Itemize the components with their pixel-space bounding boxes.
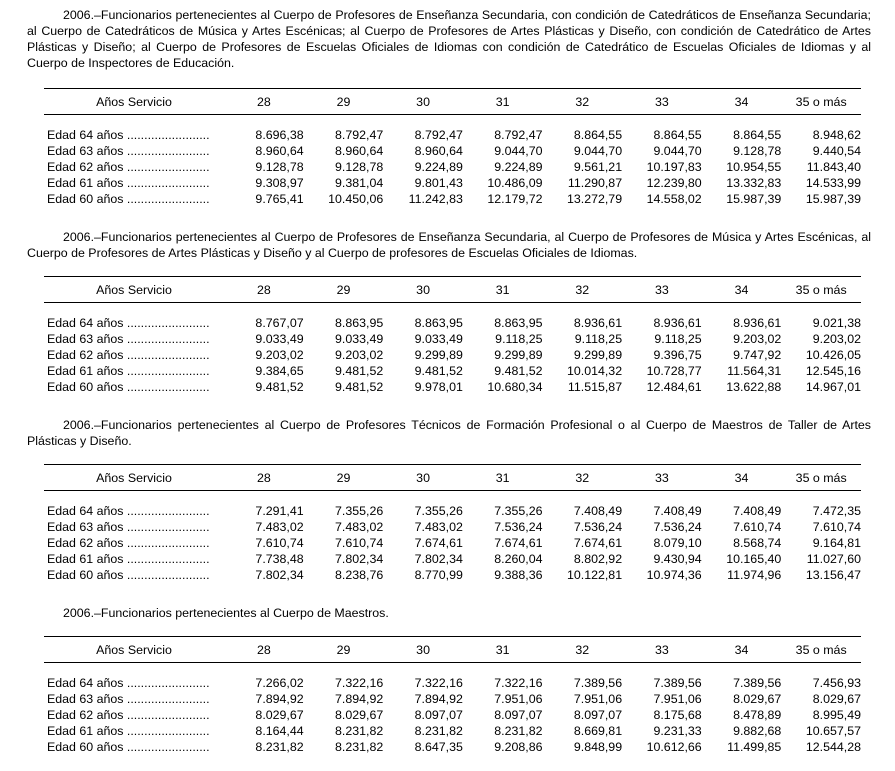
column-header: 35 o más xyxy=(781,637,861,663)
table-cell: 9.388,36 xyxy=(494,568,543,582)
table-cell: 9.848,99 xyxy=(573,740,623,754)
table-cell: 8.029,67 xyxy=(335,708,384,722)
row-label: Edad 60 años ........................ xyxy=(47,192,210,206)
column-header: 32 xyxy=(542,277,622,303)
table-cell: 9.203,02 xyxy=(812,332,861,346)
column-header: 28 xyxy=(224,277,304,303)
table-cell: 7.322,16 xyxy=(414,676,463,690)
table-cell: 7.951,06 xyxy=(494,692,543,706)
table-spacer-row xyxy=(44,115,861,128)
table-spacer-row xyxy=(44,491,861,504)
table-cell: 7.291,41 xyxy=(255,504,304,518)
column-header: 31 xyxy=(463,465,543,491)
table-row xyxy=(44,347,861,363)
table-cell: 7.408,49 xyxy=(573,504,623,518)
salary-table xyxy=(44,636,861,755)
column-header: 35 o más xyxy=(781,89,861,115)
table-cell: 9.308,97 xyxy=(255,176,304,190)
row-label: Edad 61 años ........................ xyxy=(47,364,210,378)
table-cell: 8.960,64 xyxy=(335,144,384,158)
table-cell: 7.389,56 xyxy=(653,676,702,690)
table-cell: 7.483,02 xyxy=(335,520,384,534)
table-cell: 7.802,34 xyxy=(335,552,384,566)
table-cell: 9.203,02 xyxy=(255,348,304,362)
table-cell: 7.674,61 xyxy=(494,536,543,550)
table-cell: 9.203,02 xyxy=(733,332,782,346)
table-cell: 9.561,21 xyxy=(573,160,623,174)
table-cell: 8.864,55 xyxy=(733,128,782,142)
table-cell: 8.231,82 xyxy=(414,724,463,738)
table-cell: 7.536,24 xyxy=(653,520,702,534)
table-cell: 8.960,64 xyxy=(414,144,463,158)
column-header: 28 xyxy=(224,465,304,491)
table-cell: 12.545,16 xyxy=(805,364,861,378)
column-header: 35 o más xyxy=(781,277,861,303)
table-cell: 7.408,49 xyxy=(733,504,782,518)
column-header: 30 xyxy=(383,465,463,491)
column-header: 31 xyxy=(463,89,543,115)
table-cell: 8.995,49 xyxy=(812,708,861,722)
table-cell: 7.674,61 xyxy=(573,536,623,550)
column-header: 33 xyxy=(622,465,702,491)
table-cell: 7.266,02 xyxy=(255,676,304,690)
salary-table xyxy=(44,276,861,395)
table-row xyxy=(44,331,861,347)
table-cell: 9.440,54 xyxy=(812,144,861,158)
table-cell: 8.231,82 xyxy=(335,740,384,754)
table-spacer-row xyxy=(44,303,861,316)
table-cell: 14.533,99 xyxy=(805,176,861,190)
column-header: 29 xyxy=(304,89,384,115)
table-cell: 9.481,52 xyxy=(255,380,304,394)
section-paragraph: 2006.–Funcionarios pertenecientes al Cuerpo de Profesores Técnicos de Formación Profesional o al Cuerpo de Maestros de Taller de Artes Plásticas y Diseño. xyxy=(27,418,871,448)
table-cell: 8.097,07 xyxy=(494,708,543,722)
table-cell: 9.430,94 xyxy=(653,552,702,566)
table-row xyxy=(44,519,861,535)
column-header: 34 xyxy=(702,277,782,303)
table-cell: 8.029,67 xyxy=(255,708,304,722)
table-cell: 13.332,83 xyxy=(726,176,782,190)
table-cell: 8.792,47 xyxy=(414,128,463,142)
table-cell: 12.239,80 xyxy=(646,176,702,190)
table-cell: 13.156,47 xyxy=(805,568,861,582)
table-cell: 8.936,61 xyxy=(653,316,702,330)
table-row xyxy=(44,191,861,207)
table-cell: 9.021,38 xyxy=(812,316,861,330)
column-header: 33 xyxy=(622,89,702,115)
table-cell: 9.224,89 xyxy=(414,160,463,174)
column-header: 34 xyxy=(702,637,782,663)
table-cell: 12.544,28 xyxy=(805,740,861,754)
table-cell: 10.450,06 xyxy=(328,192,384,206)
table-cell: 15.987,39 xyxy=(726,192,782,206)
table-cell: 14.558,02 xyxy=(646,192,702,206)
table-cell: 12.484,61 xyxy=(646,380,702,394)
row-label: Edad 64 años ........................ xyxy=(47,504,210,518)
table-cell: 9.044,70 xyxy=(494,144,543,158)
table-cell: 7.894,92 xyxy=(335,692,384,706)
table-row xyxy=(44,175,861,191)
column-header: Años Servicio xyxy=(44,277,224,303)
table-cell: 8.231,82 xyxy=(494,724,543,738)
table-cell: 8.231,82 xyxy=(335,724,384,738)
table-row xyxy=(44,723,861,739)
column-header: 32 xyxy=(542,89,622,115)
table-cell: 8.669,81 xyxy=(573,724,623,738)
column-header: 29 xyxy=(304,637,384,663)
table-cell: 14.967,01 xyxy=(805,380,861,394)
table-cell: 8.175,68 xyxy=(653,708,702,722)
table-row xyxy=(44,143,861,159)
table-cell: 9.224,89 xyxy=(494,160,543,174)
table-cell: 7.894,92 xyxy=(255,692,304,706)
table-cell: 9.231,33 xyxy=(653,724,702,738)
section-4 xyxy=(0,605,895,621)
table-cell: 9.118,25 xyxy=(574,332,623,346)
column-header: 32 xyxy=(542,465,622,491)
row-label: Edad 64 años ........................ xyxy=(47,676,210,690)
column-header: 31 xyxy=(463,637,543,663)
table-cell: 9.299,89 xyxy=(414,348,463,362)
table-cell: 9.118,25 xyxy=(654,332,702,346)
row-label: Edad 60 años ........................ xyxy=(47,380,210,394)
table-cell: 15.987,39 xyxy=(805,192,861,206)
table-cell: 9.481,52 xyxy=(335,364,384,378)
table-cell: 7.536,24 xyxy=(573,520,623,534)
table-cell: 8.767,07 xyxy=(255,316,304,330)
table-row xyxy=(44,707,861,723)
table-cell: 7.355,26 xyxy=(494,504,543,518)
table-cell: 7.389,56 xyxy=(733,676,782,690)
table-cell: 8.863,95 xyxy=(335,316,384,330)
row-label: Edad 63 años ........................ xyxy=(47,692,210,706)
table-cell: 8.079,10 xyxy=(653,536,702,550)
column-header: 35 o más xyxy=(781,465,861,491)
table-cell: 10.974,36 xyxy=(646,568,702,582)
table-cell: 9.396,75 xyxy=(653,348,702,362)
table-row xyxy=(44,691,861,707)
table-cell: 9.044,70 xyxy=(573,144,623,158)
spacer-cell xyxy=(44,491,861,504)
table-cell: 11.290,87 xyxy=(567,176,623,190)
row-label: Edad 62 años ........................ xyxy=(47,348,210,362)
table-cell: 11.515,87 xyxy=(567,380,623,394)
table-cell: 9.033,49 xyxy=(414,332,463,346)
table-cell: 7.610,74 xyxy=(255,536,304,550)
spacer-cell xyxy=(44,663,861,676)
table-cell: 10.122,81 xyxy=(566,568,623,582)
table-cell: 10.165,40 xyxy=(726,552,782,566)
salary-table xyxy=(44,464,861,583)
column-header: 30 xyxy=(383,277,463,303)
table-cell: 7.951,06 xyxy=(573,692,623,706)
table-cell: 7.610,74 xyxy=(812,520,861,534)
table-row xyxy=(44,503,861,519)
table-cell: 8.802,92 xyxy=(573,552,623,566)
column-header: 34 xyxy=(702,89,782,115)
table-cell: 9.033,49 xyxy=(335,332,384,346)
column-header: 29 xyxy=(304,277,384,303)
table-cell: 7.355,26 xyxy=(414,504,463,518)
table-cell: 8.864,55 xyxy=(573,128,623,142)
table-cell: 11.242,83 xyxy=(408,192,463,206)
table-header-row xyxy=(44,89,861,115)
table-cell: 7.355,26 xyxy=(335,504,384,518)
table-cell: 8.231,82 xyxy=(255,740,304,754)
table-cell: 11.564,31 xyxy=(727,364,782,378)
table-row xyxy=(44,567,861,583)
row-label: Edad 61 años ........................ xyxy=(47,724,210,738)
column-header: 28 xyxy=(224,89,304,115)
section-paragraph: 2006.–Funcionarios pertenecientes al Cuerpo de Maestros. xyxy=(63,606,389,620)
table-cell: 9.044,70 xyxy=(653,144,702,158)
table-cell: 9.978,01 xyxy=(414,380,463,394)
table-cell: 9.882,68 xyxy=(733,724,782,738)
table-cell: 8.029,67 xyxy=(733,692,782,706)
section-3 xyxy=(0,417,895,449)
column-header: 30 xyxy=(383,89,463,115)
table-cell: 8.238,76 xyxy=(335,568,384,582)
table-cell: 7.738,48 xyxy=(255,552,304,566)
table-cell: 7.536,24 xyxy=(494,520,543,534)
table-cell: 8.478,89 xyxy=(733,708,782,722)
table-cell: 8.863,95 xyxy=(414,316,463,330)
table-cell: 10.657,57 xyxy=(805,724,861,738)
spacer-cell xyxy=(44,303,861,316)
table-row xyxy=(44,535,861,551)
table-row xyxy=(44,551,861,567)
column-header: 28 xyxy=(224,637,304,663)
table-cell: 10.486,09 xyxy=(487,176,543,190)
table-cell: 7.408,49 xyxy=(653,504,702,518)
table-spacer-row xyxy=(44,663,861,676)
table-cell: 10.612,66 xyxy=(646,740,702,754)
table-cell: 9.203,02 xyxy=(335,348,384,362)
table-cell: 11.974,96 xyxy=(727,568,782,582)
table-cell: 11.027,60 xyxy=(806,552,861,566)
section-paragraph: 2006.–Funcionarios pertenecientes al Cuerpo de Profesores de Enseñanza Secundaria, al Cuerpo de Profesores de Música y Artes Escénicas, al Cuerpo de Profesores de Artes Plásticas y Diseño y al Cuerpo de profesores de Escuelas Oficiales de Idiomas. xyxy=(27,230,871,260)
table-cell: 8.948,62 xyxy=(812,128,861,142)
table-cell: 7.456,93 xyxy=(812,676,861,690)
table-row xyxy=(44,379,861,395)
table-cell: 9.033,49 xyxy=(255,332,304,346)
row-label: Edad 63 años ........................ xyxy=(47,520,210,534)
table-cell: 8.792,47 xyxy=(335,128,384,142)
section-paragraph: 2006.–Funcionarios pertenecientes al Cuerpo de Profesores de Enseñanza Secundaria, con condición de Catedráticos de Enseñanza Secundaria; al Cuerpo de Catedráticos de Música y Artes Escénicas; al Cuerpo de Profesores de Artes Plásticas y Diseño, con condición de Catedrático de Artes Plásticas y Diseño; al Cuerpo de Profesores de Escuelas Oficiales de Idiomas con condición de Catedrático de Escuelas Oficiales de Idiomas y al Cuerpo de Inspectores de Educación. xyxy=(27,8,871,70)
table-cell: 9.208,86 xyxy=(494,740,543,754)
section-1 xyxy=(0,7,895,71)
table-header-row xyxy=(44,277,861,303)
column-header: Años Servicio xyxy=(44,637,224,663)
column-header: 34 xyxy=(702,465,782,491)
table-header-row xyxy=(44,465,861,491)
spacer-cell xyxy=(44,115,861,128)
table-cell: 9.384,65 xyxy=(255,364,304,378)
table-cell: 9.164,81 xyxy=(812,536,861,550)
table-cell: 7.483,02 xyxy=(414,520,463,534)
table-cell: 7.472,35 xyxy=(812,504,861,518)
row-label: Edad 61 años ........................ xyxy=(47,176,210,190)
row-label: Edad 60 años ........................ xyxy=(47,568,210,582)
table-cell: 7.894,92 xyxy=(414,692,463,706)
salary-table xyxy=(44,88,861,207)
column-header: Años Servicio xyxy=(44,89,224,115)
row-label: Edad 63 años ........................ xyxy=(47,144,210,158)
table-cell: 9.481,52 xyxy=(335,380,384,394)
table-cell: 8.568,74 xyxy=(733,536,782,550)
column-header: 33 xyxy=(622,637,702,663)
table-cell: 7.322,16 xyxy=(494,676,543,690)
table-cell: 7.389,56 xyxy=(573,676,623,690)
row-label: Edad 62 años ........................ xyxy=(47,708,210,722)
table-cell: 9.128,78 xyxy=(335,160,384,174)
table-row xyxy=(44,159,861,175)
table-cell: 10.426,05 xyxy=(805,348,861,362)
table-row xyxy=(44,315,861,331)
table-cell: 10.014,32 xyxy=(566,364,623,378)
row-label: Edad 61 años ........................ xyxy=(47,552,210,566)
table-cell: 7.483,02 xyxy=(255,520,304,534)
table-cell: 7.674,61 xyxy=(414,536,463,550)
table-row xyxy=(44,739,861,755)
column-header: 31 xyxy=(463,277,543,303)
table-cell: 11.499,85 xyxy=(727,740,782,754)
table-cell: 11.843,40 xyxy=(806,160,861,174)
table-cell: 9.747,92 xyxy=(733,348,782,362)
table-cell: 13.272,79 xyxy=(566,192,623,206)
table-cell: 8.792,47 xyxy=(494,128,543,142)
row-label: Edad 62 años ........................ xyxy=(47,160,210,174)
table-cell: 8.960,64 xyxy=(255,144,304,158)
table-cell: 7.610,74 xyxy=(733,520,782,534)
column-header: 30 xyxy=(383,637,463,663)
table-cell: 8.260,04 xyxy=(494,552,543,566)
column-header: Años Servicio xyxy=(44,465,224,491)
table-cell: 8.029,67 xyxy=(812,692,861,706)
table-cell: 9.118,25 xyxy=(495,332,543,346)
table-cell: 7.802,34 xyxy=(255,568,304,582)
table-cell: 13.622,88 xyxy=(726,380,782,394)
table-cell: 9.801,43 xyxy=(414,176,463,190)
table-row xyxy=(44,363,861,379)
row-label: Edad 63 años ........................ xyxy=(47,332,210,346)
row-label: Edad 64 años ........................ xyxy=(47,316,210,330)
table-cell: 9.381,04 xyxy=(335,176,384,190)
table-cell: 8.647,35 xyxy=(414,740,463,754)
table-cell: 9.128,78 xyxy=(255,160,304,174)
table-cell: 7.951,06 xyxy=(653,692,702,706)
table-cell: 9.299,89 xyxy=(494,348,543,362)
column-header: 29 xyxy=(304,465,384,491)
table-cell: 7.802,34 xyxy=(414,552,463,566)
table-cell: 9.299,89 xyxy=(573,348,623,362)
table-header-row xyxy=(44,637,861,663)
section-2 xyxy=(0,229,895,261)
table-cell: 8.097,07 xyxy=(414,708,463,722)
row-label: Edad 64 años ........................ xyxy=(47,128,210,142)
table-cell: 9.765,41 xyxy=(255,192,304,206)
table-row xyxy=(44,675,861,691)
table-cell: 8.164,44 xyxy=(255,724,304,738)
row-label: Edad 62 años ........................ xyxy=(47,536,210,550)
table-cell: 8.863,95 xyxy=(494,316,543,330)
table-cell: 10.728,77 xyxy=(646,364,702,378)
table-cell: 8.936,61 xyxy=(573,316,623,330)
table-cell: 9.481,52 xyxy=(414,364,463,378)
table-cell: 8.696,38 xyxy=(255,128,304,142)
table-cell: 7.322,16 xyxy=(335,676,384,690)
column-header: 33 xyxy=(622,277,702,303)
table-cell: 8.864,55 xyxy=(653,128,702,142)
table-cell: 8.936,61 xyxy=(733,316,782,330)
table-cell: 7.610,74 xyxy=(335,536,384,550)
table-cell: 9.481,52 xyxy=(494,364,543,378)
table-cell: 12.179,72 xyxy=(487,192,543,206)
table-cell: 10.197,83 xyxy=(646,160,702,174)
table-cell: 9.128,78 xyxy=(733,144,782,158)
table-cell: 8.097,07 xyxy=(573,708,623,722)
row-label: Edad 60 años ........................ xyxy=(47,740,210,754)
table-row xyxy=(44,127,861,143)
table-cell: 10.680,34 xyxy=(487,380,543,394)
column-header: 32 xyxy=(542,637,622,663)
table-cell: 8.770,99 xyxy=(414,568,463,582)
table-cell: 10.954,55 xyxy=(726,160,782,174)
